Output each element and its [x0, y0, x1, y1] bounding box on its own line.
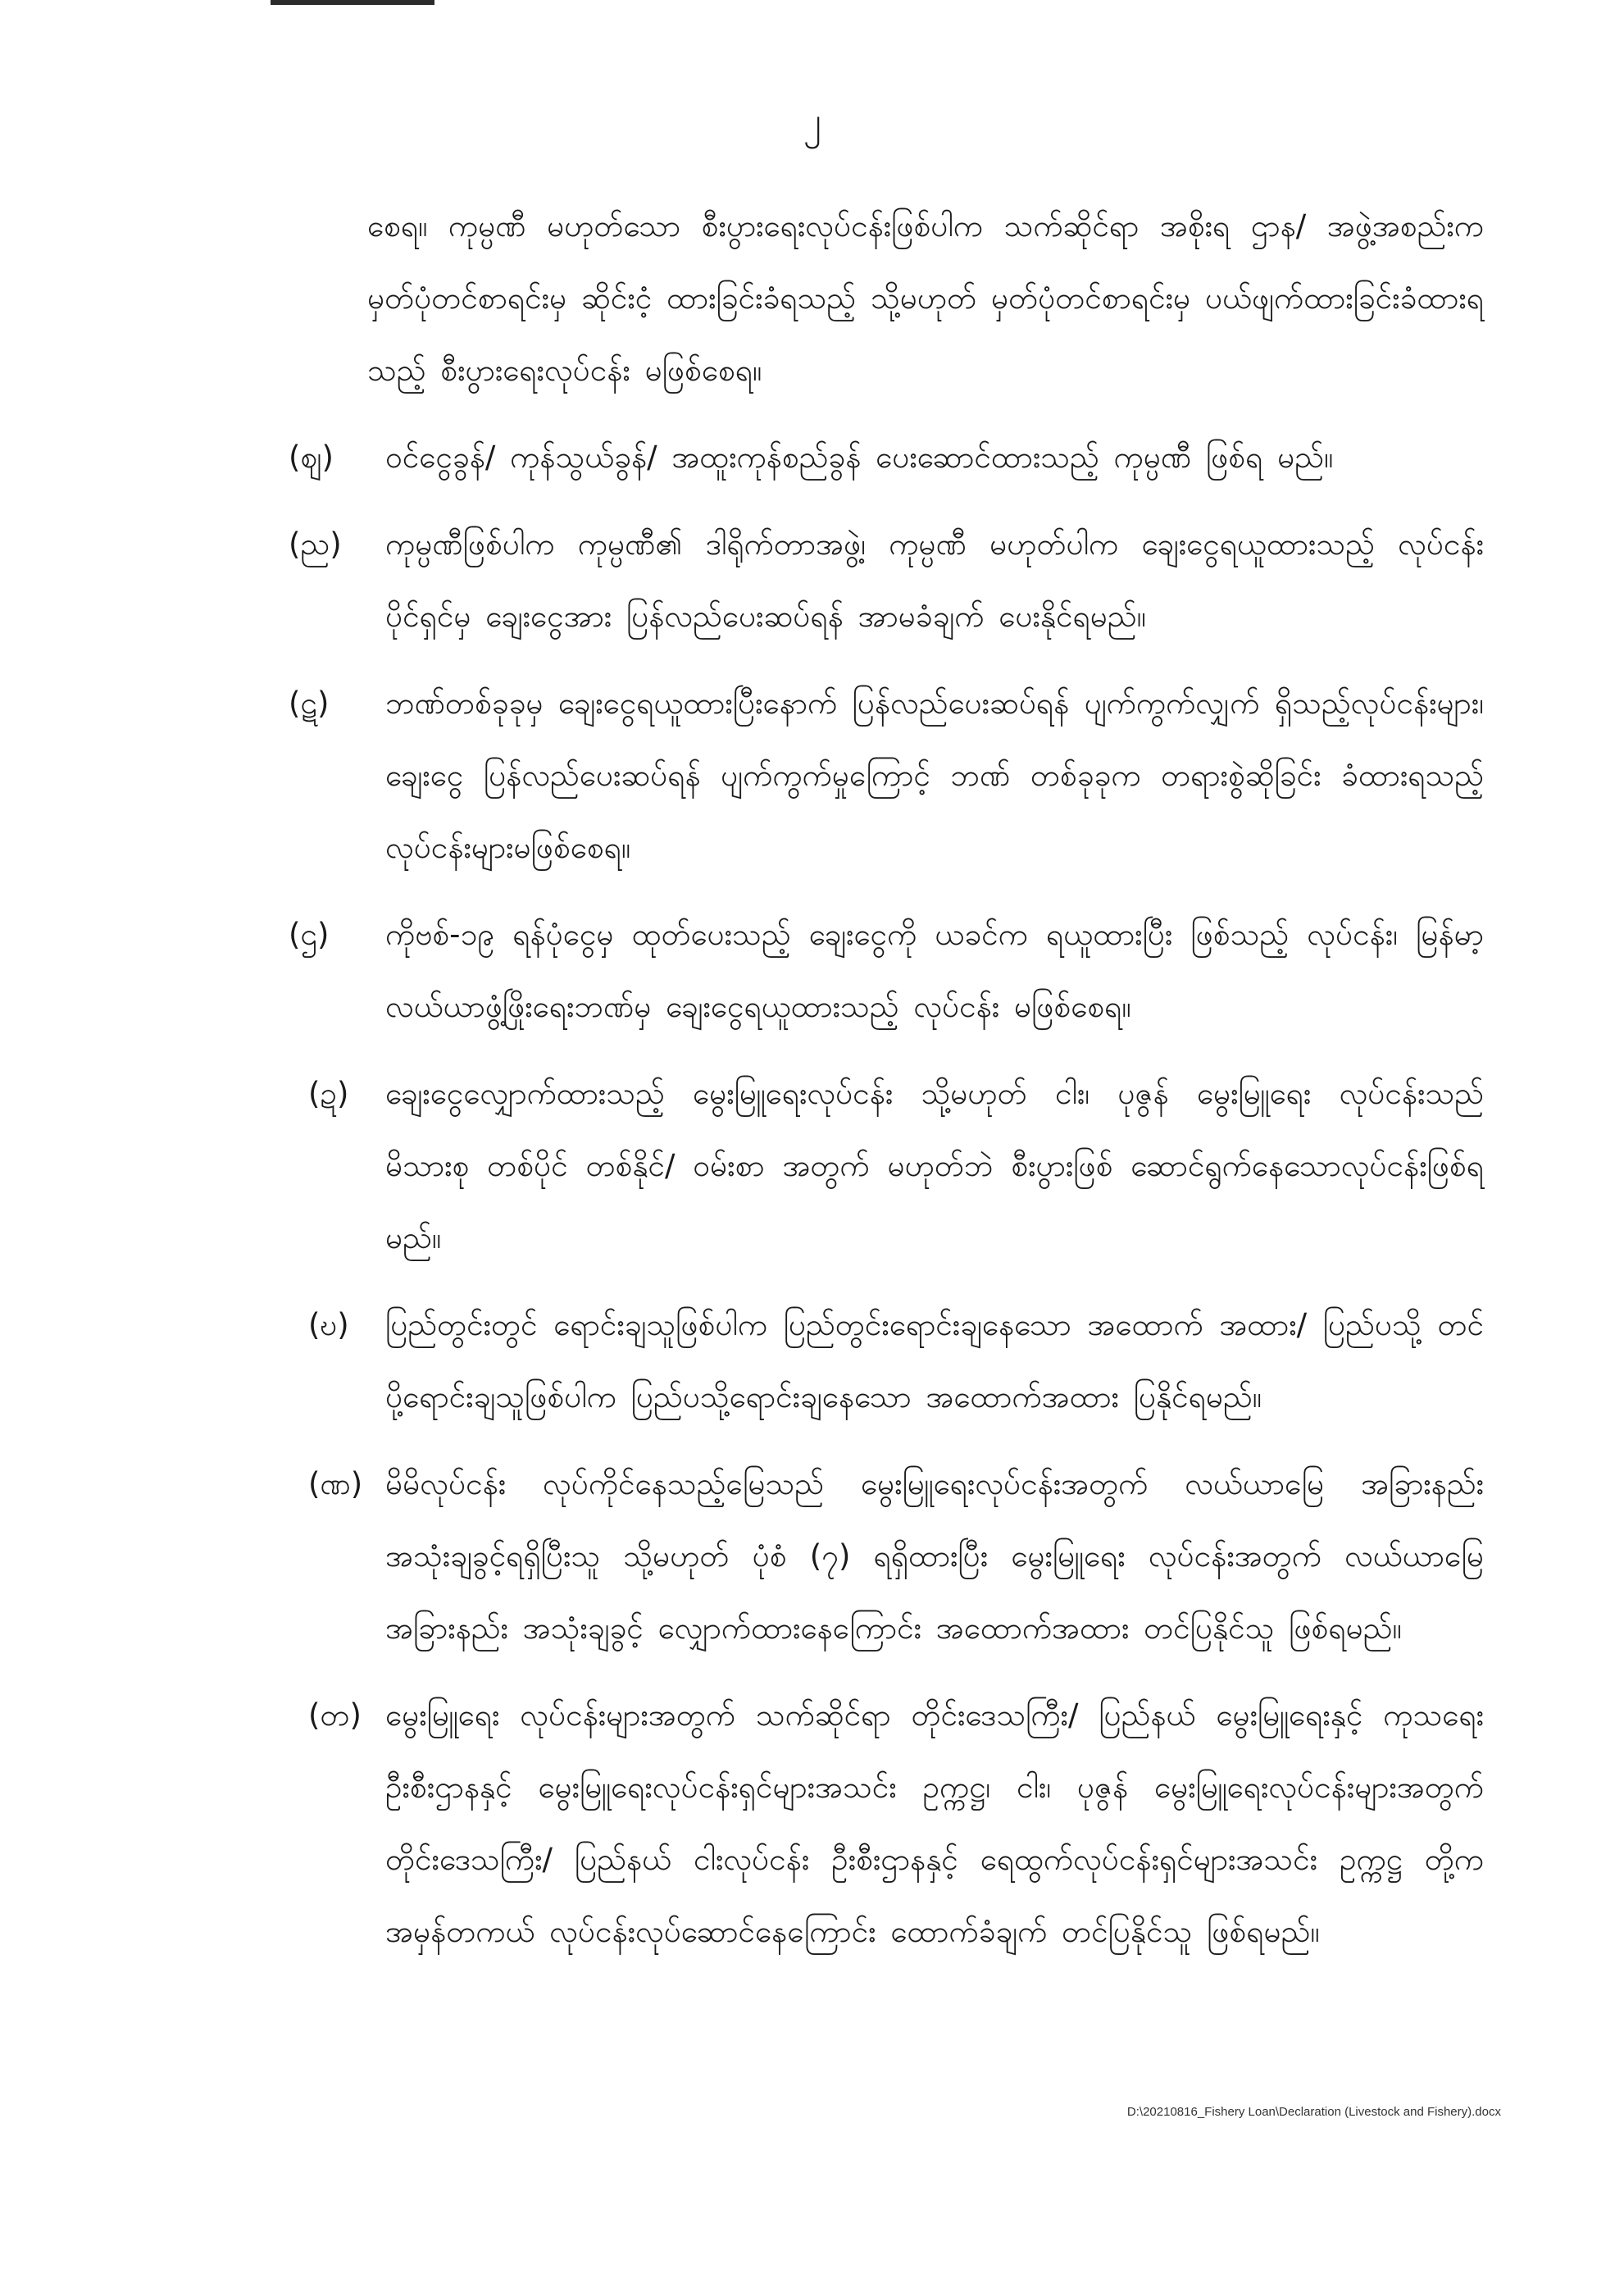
criteria-item-text: မွေးမြူရေး လုပ်ငန်းများအတွက် သက်ဆိုင်ရာ တိုင်းဒေသကြီး/ ပြည်နယ် မွေးမြူရေးနှင့် ကုသရေးဦးစီးဌာနနှင့် မွေးမြူရေးလုပ်ငန်းရှင်များအသင်း ဥက္ကဋ္ဌ၊ ငါး၊ ပုဇွန် မွေးမြူရေးလုပ်ငန်းများအတွက် တိုင်းဒေသကြီး/ ပြည်နယ် ငါးလုပ်ငန်း ဦးစီးဌာနနှင့် ရေထွက်လုပ်ငန်းရှင်များအသင်း ဥက္ကဋ္ဌ တို့က အမှန်တကယ် လုပ်ငန်းလုပ်ဆောင်နေကြောင်း ထောက်ခံချက် တင်ပြနိုင်သူ ဖြစ်ရမည်။ — [385, 1697, 1484, 1949]
criteria-item — [279, 421, 1484, 494]
criteria-item-text: ကိုဗစ်-၁၉ ရန်ပုံငွေမှ ထုတ်ပေးသည့် ချေးငွေကို ယခင်က ရယူထားပြီး ဖြစ်သည့် လုပ်ငန်း၊ မြန်မာ့လယ်ယာဖွံ့ဖြိုးရေးဘဏ်မှ ချေးငွေရယူထားသည့် လုပ်ငန်း မဖြစ်စေရ။ — [385, 917, 1484, 1024]
criteria-item-text: ဘဏ်တစ်ခုခုမှ ချေးငွေရယူထားပြီးနောက် ပြန်လည်ပေးဆပ်ရန် ပျက်ကွက်လျှက် ရှိသည့်လုပ်ငန်းများ၊ ချေးငွေ ပြန်လည်ပေးဆပ်ရန် ပျက်ကွက်မှုကြောင့် ဘဏ် တစ်ခုခုက တရားစွဲဆိုခြင်း ခံထားရသည့်လုပ်ငန်းများမဖြစ်စေရ။ — [385, 686, 1484, 865]
footer-file-path: D:\20210816_Fishery Loan\Declaration (Livestock and Fishery).docx — [1126, 2105, 1501, 2119]
criteria-item — [279, 1679, 1484, 1968]
top-edge-rule — [271, 0, 434, 5]
criteria-item-marker: (တ) — [308, 1697, 362, 1733]
criteria-list — [279, 421, 1484, 1968]
criteria-item — [279, 1289, 1484, 1433]
criteria-item-marker: (ဋ) — [289, 686, 330, 721]
criteria-item-marker: (ဏ) — [308, 1466, 363, 1501]
criteria-item-text: ချေးငွေလျှောက်ထားသည့် မွေးမြူရေးလုပ်ငန်း သို့မဟုတ် ငါး၊ ပုဇွန် မွေးမြူရေး လုပ်ငန်းသည် မိသားစု တစ်ပိုင် တစ်နိုင်/ ဝမ်းစာ အတွက် မဟုတ်ဘဲ စီးပွားဖြစ် ဆောင်ရွက်နေသောလုပ်ငန်းဖြစ်ရမည်။ — [385, 1076, 1484, 1255]
criteria-item-text: မိမိလုပ်ငန်း လုပ်ကိုင်နေသည့်မြေသည် မွေးမြူရေးလုပ်ငန်းအတွက် လယ်ယာမြေ အခြားနည်း အသုံးချခွင့်ရရှိပြီးသူ သို့မဟုတ် ပုံစံ (၇) ရရှိထားပြီး မွေးမြူရေး လုပ်ငန်းအတွက် လယ်ယာမြေ အခြားနည်း အသုံးချခွင့် လျှောက်ထားနေကြောင်း အထောက်အထား တင်ပြနိုင်သူ ဖြစ်ရမည်။ — [385, 1466, 1484, 1646]
criteria-item — [279, 1058, 1484, 1274]
criteria-item-marker: (ဍ) — [308, 1076, 349, 1111]
criteria-item-marker: (ဌ) — [289, 917, 330, 952]
criteria-item-text: ပြည်တွင်းတွင် ရောင်းချသူဖြစ်ပါက ပြည်တွင်းရောင်းချနေသော အထောက် အထား/ ပြည်ပသို့ တင်ပို့ရောင်းချသူဖြစ်ပါက ပြည်ပသို့ရောင်းချနေသော အထောက်အထား ပြနိုင်ရမည်။ — [385, 1307, 1484, 1414]
criteria-item — [279, 508, 1484, 653]
criteria-item — [279, 899, 1484, 1043]
page-number: ၂ — [803, 100, 821, 142]
document-body — [279, 190, 1484, 1968]
criteria-item-marker: (ဎ) — [308, 1307, 349, 1342]
intro-paragraph: စေရ။ ကုမ္ပဏီ မဟုတ်သော စီးပွားရေးလုပ်ငန်းဖြစ်ပါက သက်ဆိုင်ရာ အစိုးရ ဌာန/ အဖွဲ့အစည်းက မှတ်ပုံတင်စာရင်းမှ ဆိုင်းငံ့ ထားခြင်းခံရသည့် သို့မဟုတ် မှတ်ပုံတင်စာရင်းမှ ပယ်ဖျက်ထားခြင်းခံထားရသည့် စီးပွားရေးလုပ်ငန်း မဖြစ်စေရ။ — [367, 208, 1484, 388]
criteria-item-marker: (ည) — [289, 526, 342, 562]
criteria-item-marker: (ဈ) — [289, 440, 334, 475]
criteria-item — [279, 1448, 1484, 1665]
criteria-item-text: ဝင်ငွေခွန်/ ကုန်သွယ်ခွန်/ အထူးကုန်စည်ခွန် ပေးဆောင်ထားသည့် ကုမ္ပဏီ ဖြစ်ရ မည်။ — [385, 440, 1334, 475]
criteria-item-text: ကုမ္ပဏီဖြစ်ပါက ကုမ္ပဏီ၏ ဒါရိုက်တာအဖွဲ့၊ ကုမ္ပဏီ မဟုတ်ပါက ချေးငွေရယူထားသည့် လုပ်ငန်းပိုင်ရှင်မှ ချေးငွေအား ပြန်လည်ပေးဆပ်ရန် အာမခံချက် ပေးနိုင်ရမည်။ — [385, 526, 1484, 634]
criteria-item — [279, 667, 1484, 884]
